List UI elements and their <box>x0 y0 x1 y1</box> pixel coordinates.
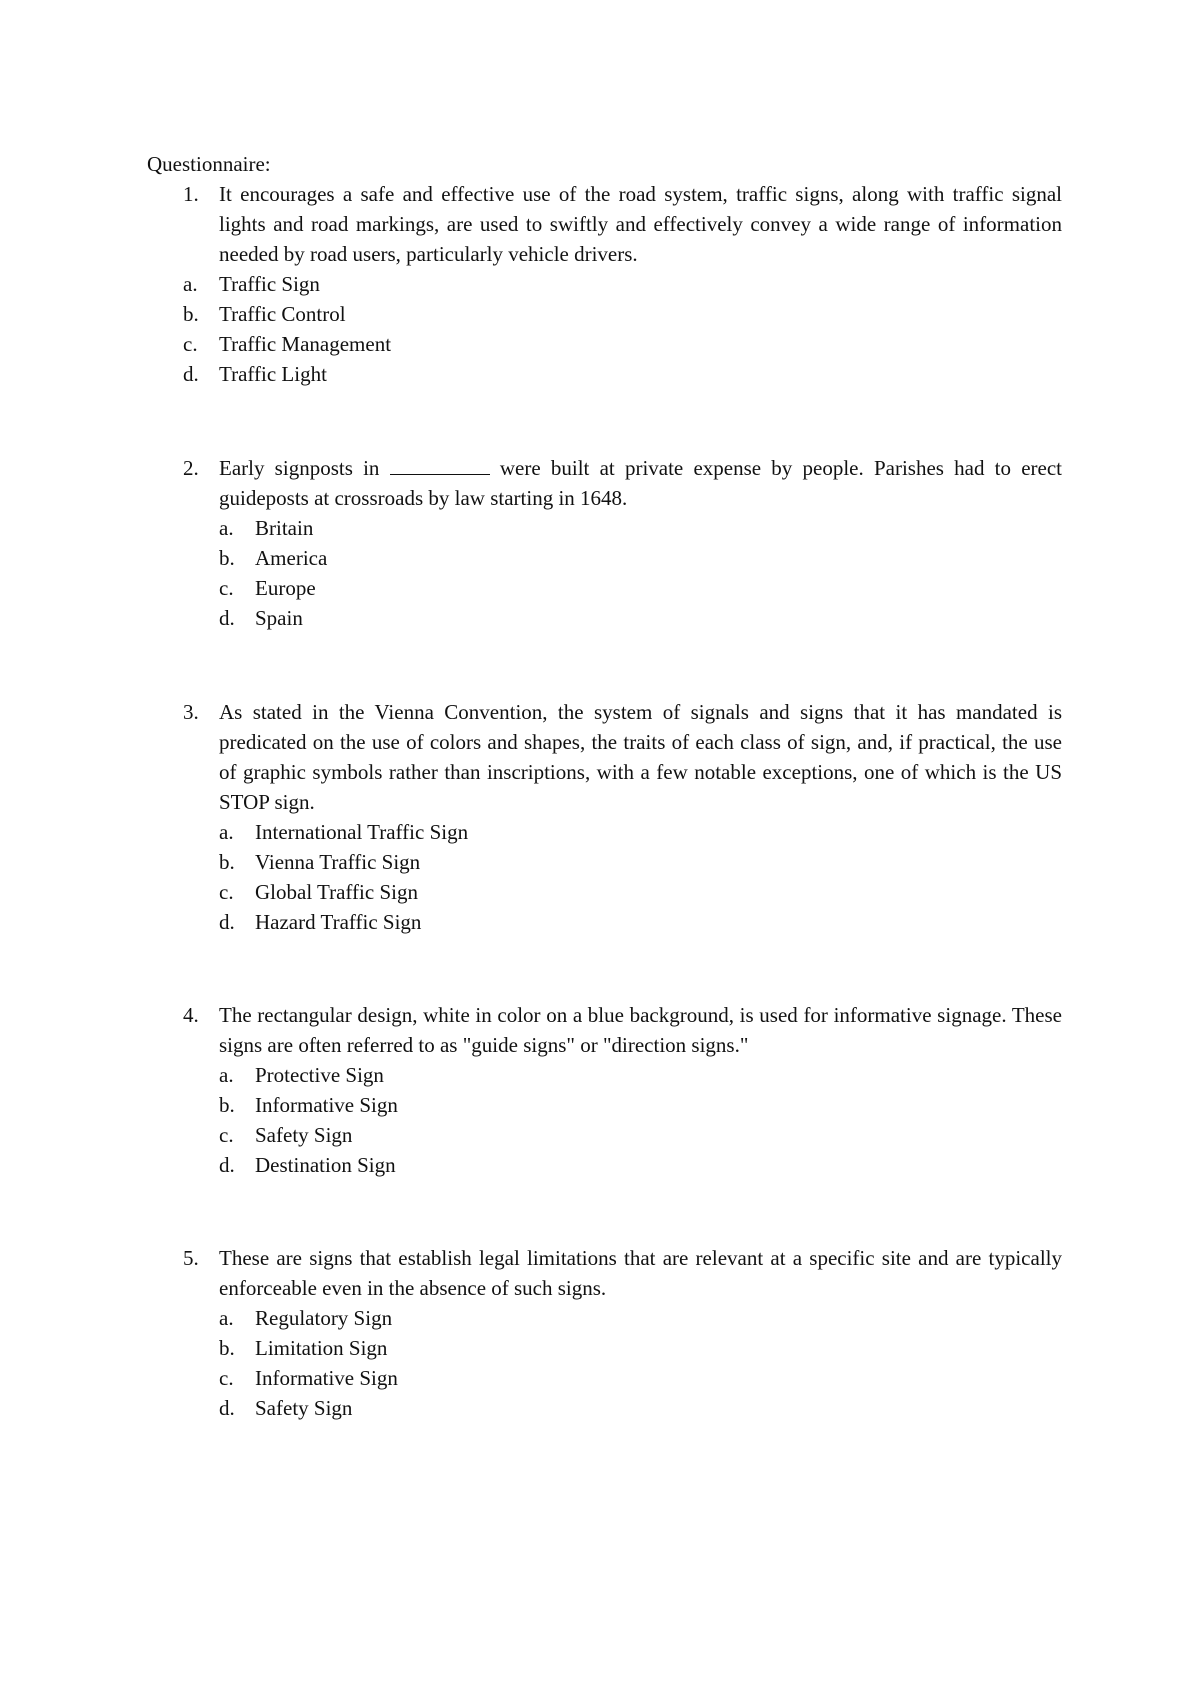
option-c <box>219 1120 1062 1150</box>
option-text: Safety Sign <box>255 1396 353 1420</box>
option-d <box>219 603 1062 633</box>
option-b <box>219 1333 1062 1363</box>
option-b <box>219 543 1062 573</box>
option-d <box>219 907 1062 937</box>
option-c <box>183 329 1062 359</box>
option-text: Traffic Light <box>219 362 327 386</box>
question-5 <box>183 1243 1062 1423</box>
option-letter: b. <box>219 546 235 570</box>
option-letter: c. <box>183 332 198 356</box>
option-text: Traffic Control <box>219 302 346 326</box>
question-number: 5. <box>183 1246 199 1270</box>
questionnaire-title: Questionnaire: <box>147 152 271 176</box>
question-2 <box>183 453 1062 633</box>
option-a <box>219 1303 1062 1333</box>
option-b <box>219 1090 1062 1120</box>
option-letter: c. <box>219 1123 234 1147</box>
option-text: Safety Sign <box>255 1123 353 1147</box>
fill-in-blank <box>390 456 490 475</box>
option-letter: c. <box>219 576 234 600</box>
option-letter: d. <box>219 910 235 934</box>
option-text: Britain <box>255 516 314 540</box>
option-letter: d. <box>219 1153 235 1177</box>
option-text: Hazard Traffic Sign <box>255 910 422 934</box>
option-letter: b. <box>219 1336 235 1360</box>
option-letter: d. <box>219 1396 235 1420</box>
option-text: Traffic Sign <box>219 272 320 296</box>
option-text: Spain <box>255 606 303 630</box>
option-letter: a. <box>219 516 234 540</box>
option-a <box>219 1060 1062 1090</box>
option-letter: a. <box>219 1306 234 1330</box>
question-stem: It encourages a safe and effective use of the road system, traffic signs, along with traffic signal lights and road markings, are used to swiftly and effectively convey a wide range of information needed by road users, particularly vehicle drivers. <box>219 182 1062 266</box>
option-a <box>219 513 1062 543</box>
question-4 <box>183 1000 1062 1180</box>
question-stem: As stated in the Vienna Convention, the system of signals and signs that it has mandated is predicated on the use of colors and shapes, the traits of each class of sign, and, if practical, the use of graphic symbols rather than inscriptions, with a few notable exceptions, one of which is the US STOP sign. <box>219 700 1062 814</box>
question-number: 1. <box>183 182 199 206</box>
option-c <box>219 877 1062 907</box>
option-text: Vienna Traffic Sign <box>255 850 421 874</box>
question-number: 2. <box>183 456 199 480</box>
option-c <box>219 1363 1062 1393</box>
option-text: Traffic Management <box>219 332 392 356</box>
question-number: 4. <box>183 1003 199 1027</box>
option-d <box>219 1150 1062 1180</box>
question-number: 3. <box>183 700 199 724</box>
option-letter: c. <box>219 1366 234 1390</box>
option-text: Regulatory Sign <box>255 1306 393 1330</box>
option-letter: d. <box>183 362 199 386</box>
option-letter: a. <box>219 1063 234 1087</box>
option-text: International Traffic Sign <box>255 820 469 844</box>
option-letter: d. <box>219 606 235 630</box>
option-text: Destination Sign <box>255 1153 396 1177</box>
question-stem <box>219 453 1062 513</box>
option-text: Protective Sign <box>255 1063 384 1087</box>
option-text: Limitation Sign <box>255 1336 388 1360</box>
stem-before-blank: Early signposts in <box>219 456 380 480</box>
option-c <box>219 573 1062 603</box>
option-letter: b. <box>219 1093 235 1117</box>
question-stem: The rectangular design, white in color on a blue background, is used for informative signage. These signs are often referred to as "guide signs" or "direction signs." <box>219 1003 1062 1057</box>
option-text: Informative Sign <box>255 1366 398 1390</box>
option-text: America <box>255 546 328 570</box>
option-b <box>219 847 1062 877</box>
option-text: Europe <box>255 576 316 600</box>
option-letter: b. <box>219 850 235 874</box>
option-letter: a. <box>183 272 198 296</box>
stem-after-blank: were built at private expense by people. Parishes had to erect guideposts at crossroads by law starting in 1648. <box>219 456 1063 510</box>
option-text: Global Traffic Sign <box>255 880 418 904</box>
option-d <box>219 1393 1062 1423</box>
question-1 <box>183 179 1062 389</box>
option-a <box>219 817 1062 847</box>
option-letter: b. <box>183 302 199 326</box>
option-a <box>183 269 1062 299</box>
question-stem: These are signs that establish legal limitations that are relevant at a specific site and are typically enforceable even in the absence of such signs. <box>219 1246 1062 1300</box>
option-letter: a. <box>219 820 234 844</box>
option-text: Informative Sign <box>255 1093 398 1117</box>
question-3 <box>183 697 1062 937</box>
option-letter: c. <box>219 880 234 904</box>
option-b <box>183 299 1062 329</box>
option-d <box>183 359 1062 389</box>
